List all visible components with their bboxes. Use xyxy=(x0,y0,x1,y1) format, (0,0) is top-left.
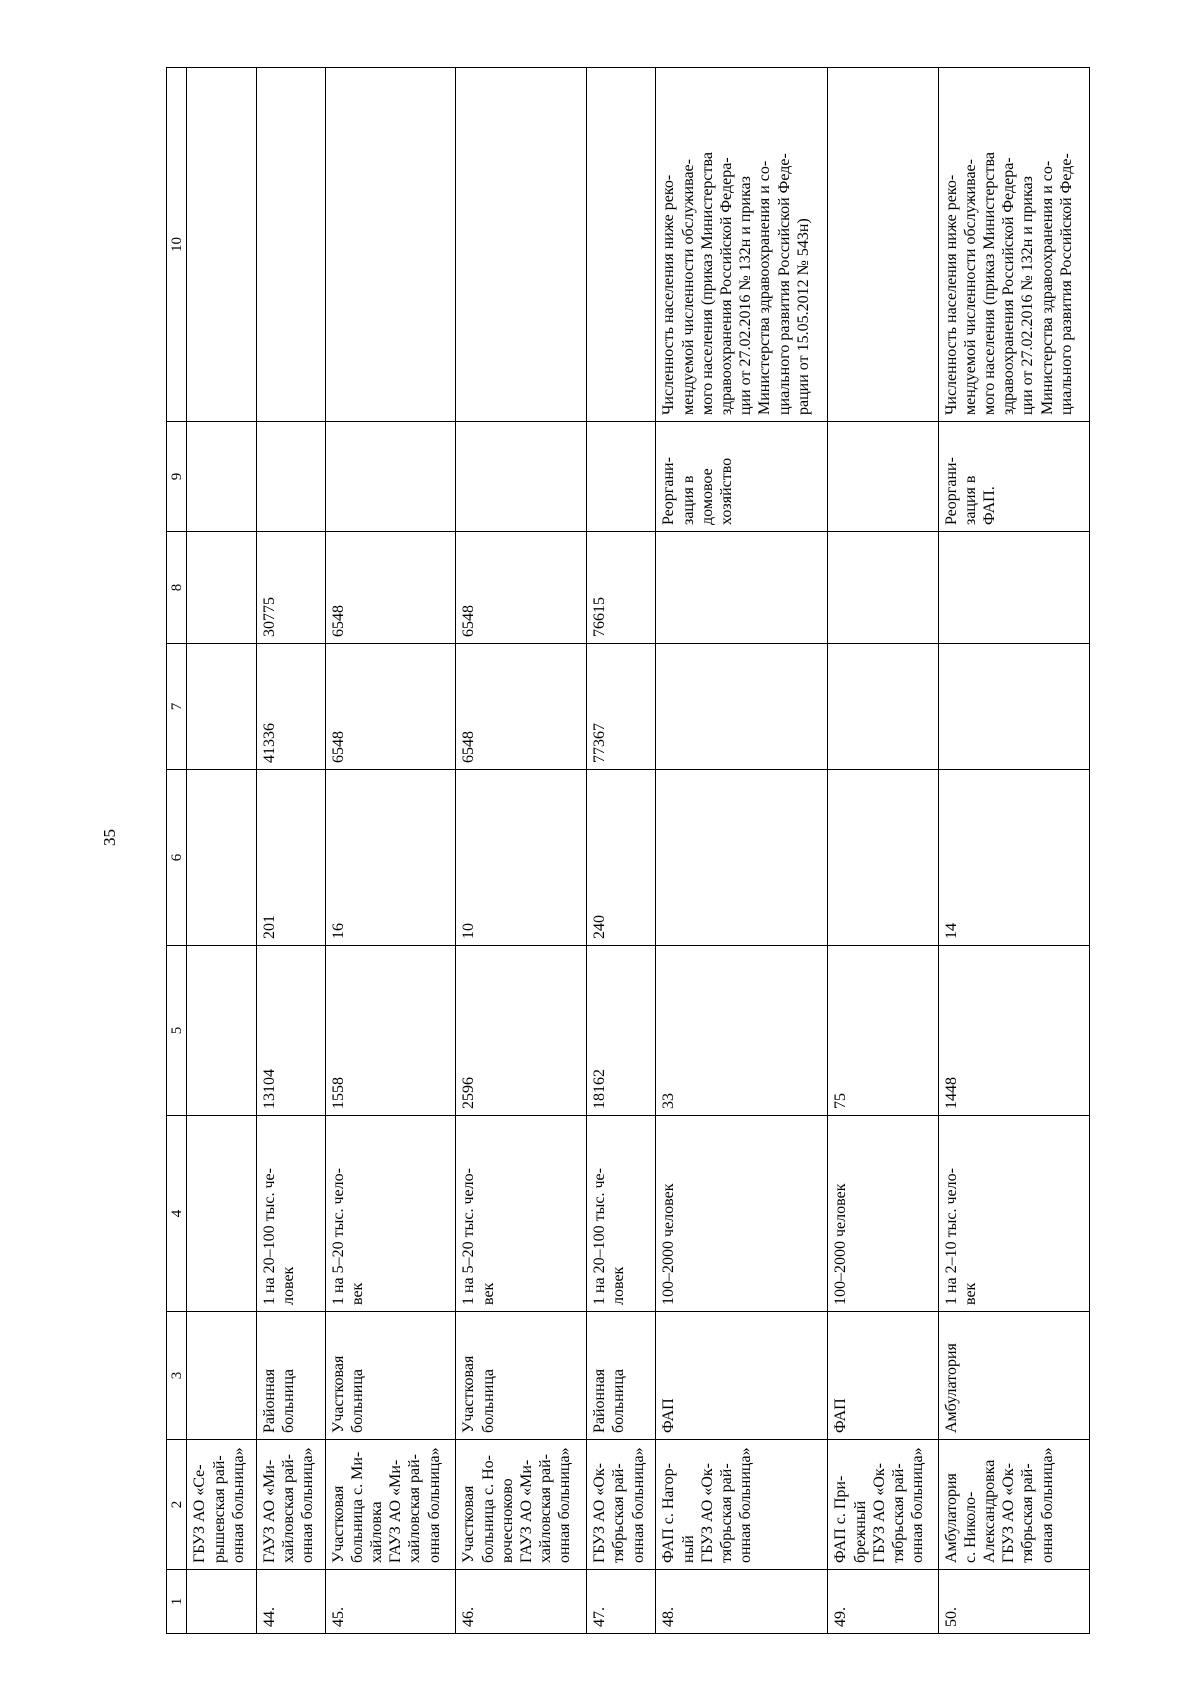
table-cell-col-8 xyxy=(828,532,938,644)
table-cell-col-1: 49. xyxy=(828,1570,938,1634)
table-cell-col-10: Численность населения ниже реко- мендуемой численности обслуживае- мого населения (приказ Министерства здравоохранения Российской Федера- ции от 27.02.2016 № 132н и приказ Министерства здравоохранения и со- циального развития Российской Феде- рации от 15.05.2012 № 543н) xyxy=(656,68,828,422)
table-cell-col-10 xyxy=(587,68,656,422)
table-cell-col-7: 6548 xyxy=(325,644,456,770)
table-cell-col-4: 100–2000 человек xyxy=(656,1116,828,1312)
header-cell-7: 7 xyxy=(167,644,187,770)
table-cell-col-2: ГБУЗ АО «Се- рышевская рай- онная больница» xyxy=(187,1440,256,1570)
table-cell-col-2: ФАП с. При- брежный ГБУЗ АО «Ок- тябрьская рай- онная больница» xyxy=(828,1440,938,1570)
table-cell-col-3: Участковая больница xyxy=(325,1312,456,1440)
table-cell-col-8 xyxy=(938,532,1089,644)
table-cell-col-7: 41336 xyxy=(256,644,325,770)
table-cell-col-4: 1 на 5–20 тыс. чело- век xyxy=(456,1116,587,1312)
table-cell-col-3: Районная больница xyxy=(256,1312,325,1440)
header-cell-1: 1 xyxy=(167,1570,187,1634)
table-cell-col-5 xyxy=(187,946,256,1116)
table-cell-col-6 xyxy=(656,770,828,946)
table-cell-col-6 xyxy=(187,770,256,946)
table-cell-col-4: 1 на 20–100 тыс. че- ловек xyxy=(256,1116,325,1312)
header-cell-5: 5 xyxy=(167,946,187,1116)
table-cell-col-3: Районная больница xyxy=(587,1312,656,1440)
table-row xyxy=(587,68,656,1634)
table-row xyxy=(456,68,587,1634)
table-cell-col-6: 240 xyxy=(587,770,656,946)
table-cell-col-5: 2596 xyxy=(456,946,587,1116)
table-cell-col-1 xyxy=(187,1570,256,1634)
table-row xyxy=(256,68,325,1634)
table-cell-col-8: 76615 xyxy=(587,532,656,644)
table-cell-col-2: ГАУЗ АО «Ми- хайловская рай- онная больница» xyxy=(256,1440,325,1570)
table-cell-col-3: Участковая больница xyxy=(456,1312,587,1440)
table-cell-col-5: 18162 xyxy=(587,946,656,1116)
table-cell-col-4: 100–2000 человек xyxy=(828,1116,938,1312)
table-cell-col-5: 75 xyxy=(828,946,938,1116)
table-cell-col-10: Численность населения ниже реко- мендуемой численности обслуживае- мого населения (приказ Министерства здравоохранения Российской Федера- ции от 27.02.2016 № 132н и приказ Министерства здравоохранения и со- циального развития Российской Феде- xyxy=(938,68,1089,422)
data-table xyxy=(166,67,1090,1634)
table-cell-col-4: 1 на 20–100 тыс. че- ловек xyxy=(587,1116,656,1312)
table-cell-col-9 xyxy=(256,422,325,532)
table-cell-col-7 xyxy=(938,644,1089,770)
table-cell-col-3 xyxy=(187,1312,256,1440)
header-cell-8: 8 xyxy=(167,532,187,644)
table-cell-col-9: Реоргани- зация в домовое хозяйство xyxy=(656,422,828,532)
table-cell-col-1: 45. xyxy=(325,1570,456,1634)
table-cell-col-9 xyxy=(325,422,456,532)
table-cell-col-2: Участковая больница с. Но- вочесноково ГАУЗ АО «Ми- хайловская рай- онная больница» xyxy=(456,1440,587,1570)
table-cell-col-3: Амбулатория xyxy=(938,1312,1089,1440)
table-cell-col-5: 13104 xyxy=(256,946,325,1116)
table-cell-col-8: 6548 xyxy=(456,532,587,644)
table-cell-col-9 xyxy=(587,422,656,532)
header-cell-6: 6 xyxy=(167,770,187,946)
table-cell-col-10 xyxy=(187,68,256,422)
rotated-table-container xyxy=(166,68,1090,1634)
table-cell-col-1: 46. xyxy=(456,1570,587,1634)
table-row xyxy=(938,68,1089,1634)
header-cell-2: 2 xyxy=(167,1440,187,1570)
table-cell-col-4 xyxy=(187,1116,256,1312)
header-cell-10: 10 xyxy=(167,68,187,422)
table-cell-col-4: 1 на 2–10 тыс. чело- век xyxy=(938,1116,1089,1312)
table-cell-col-8 xyxy=(187,532,256,644)
table-cell-col-6: 10 xyxy=(456,770,587,946)
table-cell-col-1: 44. xyxy=(256,1570,325,1634)
table-cell-col-9 xyxy=(828,422,938,532)
table-cell-col-2: ФАП с. Нагор- ный ГБУЗ АО «Ок- тябрьская рай- онная больница» xyxy=(656,1440,828,1570)
table-cell-col-10 xyxy=(325,68,456,422)
table-row xyxy=(656,68,828,1634)
table-cell-col-3: ФАП xyxy=(828,1312,938,1440)
table-cell-col-7 xyxy=(828,644,938,770)
table-cell-col-2: ГБУЗ АО «Ок- тябрьская рай- онная больница» xyxy=(587,1440,656,1570)
table-cell-col-2: Участковая больница с. Ми- хайловка ГАУЗ АО «Ми- хайловская рай- онная больница» xyxy=(325,1440,456,1570)
table-cell-col-6: 14 xyxy=(938,770,1089,946)
header-cell-4: 4 xyxy=(167,1116,187,1312)
table-cell-col-9 xyxy=(187,422,256,532)
table-cell-col-9: Реоргани- зация в ФАП. xyxy=(938,422,1089,532)
table-cell-col-9 xyxy=(456,422,587,532)
table-cell-col-7: 77367 xyxy=(587,644,656,770)
table-cell-col-10 xyxy=(256,68,325,422)
header-cell-9: 9 xyxy=(167,422,187,532)
table-cell-col-10 xyxy=(828,68,938,422)
table-cell-col-8: 30775 xyxy=(256,532,325,644)
table-cell-col-6 xyxy=(828,770,938,946)
table-cell-col-2: Амбулатория с. Николо- Александровка ГБУЗ АО «Ок- тябрьская рай- онная больница» xyxy=(938,1440,1089,1570)
table-cell-col-1: 48. xyxy=(656,1570,828,1634)
table-cell-col-8 xyxy=(656,532,828,644)
table-cell-col-6: 16 xyxy=(325,770,456,946)
table-cell-col-3: ФАП xyxy=(656,1312,828,1440)
table-cell-col-1: 47. xyxy=(587,1570,656,1634)
page-number: 35 xyxy=(100,829,119,846)
header-cell-3: 3 xyxy=(167,1312,187,1440)
table-cell-col-10 xyxy=(456,68,587,422)
table-cell-col-7: 6548 xyxy=(456,644,587,770)
table-cell-col-7 xyxy=(187,644,256,770)
table-cell-col-5: 1448 xyxy=(938,946,1089,1116)
table-row xyxy=(325,68,456,1634)
table-cell-col-5: 33 xyxy=(656,946,828,1116)
table-cell-col-5: 1558 xyxy=(325,946,456,1116)
table-cell-col-6: 201 xyxy=(256,770,325,946)
table-cell-col-1: 50. xyxy=(938,1570,1089,1634)
table-row xyxy=(828,68,938,1634)
table-row xyxy=(187,68,256,1634)
table-cell-col-7 xyxy=(656,644,828,770)
header-row xyxy=(167,68,187,1634)
table-cell-col-4: 1 на 5–20 тыс. чело- век xyxy=(325,1116,456,1312)
table-cell-col-8: 6548 xyxy=(325,532,456,644)
